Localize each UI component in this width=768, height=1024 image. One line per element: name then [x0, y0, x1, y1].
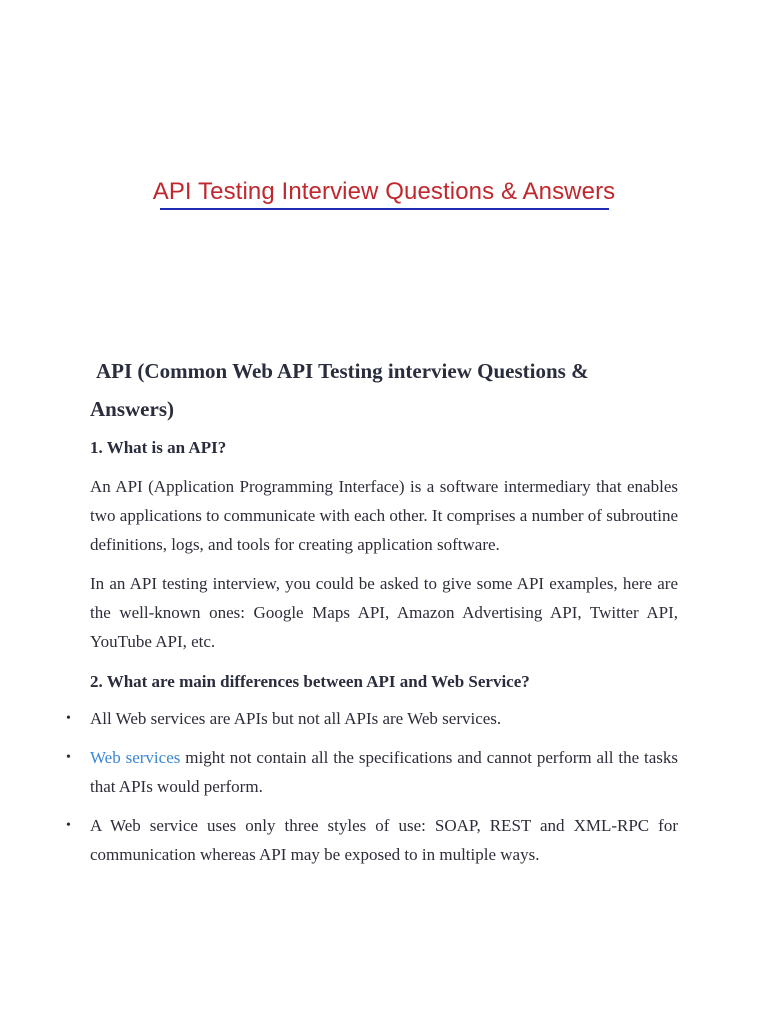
bullet-text: All Web services are APIs but not all APIs are Web services.: [90, 709, 502, 728]
list-item: [66, 704, 678, 733]
list-item: [66, 743, 679, 801]
question-1-paragraph-1: An API (Application Programming Interface) is a software intermediary that enables two applications to communicate with each other. It comprises a number of subroutine definitions, logs, and tools for creating application software.: [90, 477, 678, 554]
title-underline: [160, 208, 609, 210]
question-2-heading: 2. What are main differences between API and Web Service?: [90, 672, 530, 691]
document-title: API Testing Interview Questions & Answers: [152, 178, 616, 205]
bullet-icon: •: [66, 750, 71, 765]
section-heading-line1: API (Common Web API Testing interview Questions &: [96, 359, 589, 383]
bullet-text: might not contain all the specifications and cannot perform all the tasks that APIs would perform.: [90, 748, 679, 796]
section-heading: [90, 352, 678, 428]
bullet-icon: •: [66, 711, 71, 726]
bullet-text: A Web service uses only three styles of use: SOAP, REST and XML-RPC for communication whereas API may be exposed to in multiple ways.: [90, 816, 678, 864]
title-container: [0, 178, 768, 206]
question-1-paragraph-2: In an API testing interview, you could be asked to give some API examples, here are the well-known ones: Google Maps API, Amazon Advertising API, Twitter API, YouTube API, etc.: [90, 574, 678, 651]
question-2-bullet-list: [66, 704, 679, 869]
question-1-heading: 1. What is an API?: [90, 438, 227, 457]
document-content: [66, 352, 679, 879]
web-services-link[interactable]: Web services: [90, 748, 181, 767]
list-item: [66, 811, 678, 869]
bullet-icon: •: [66, 818, 71, 833]
section-heading-line2: Answers): [90, 397, 174, 421]
